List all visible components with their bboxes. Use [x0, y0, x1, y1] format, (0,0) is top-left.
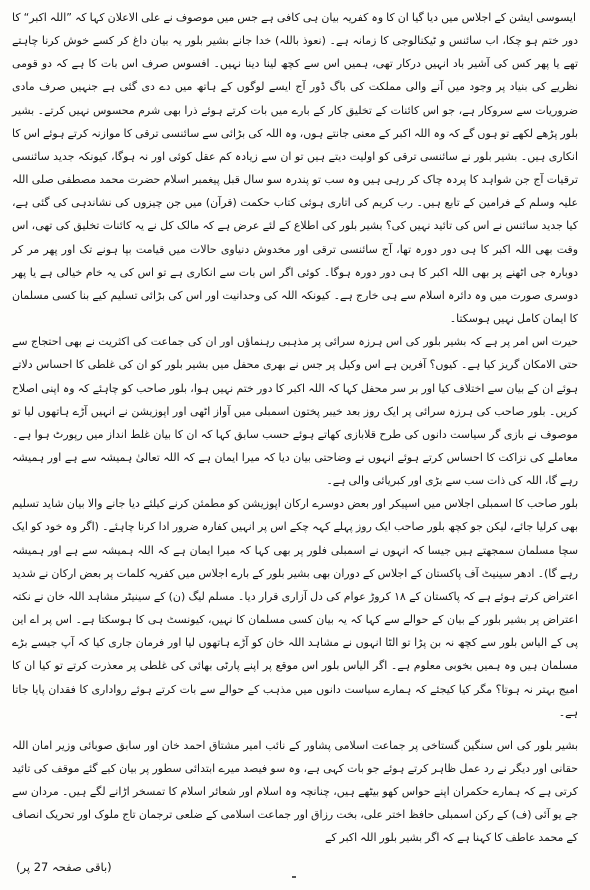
article-paragraph-1: ایسوسی ایشن کے اجلاس میں دیا گیا ان کا وہ کفریہ بیان ہی کافی ہے جس میں موصوف نے علی الاعلان کہا کہ ”اللہ اکبر“ کا دور ختم ہو چکا، اب سائنس و ٹیکنالوجی کا زمانہ ہے۔ (نعوذ باللہ) خدا جانے بشیر بلور یہ بیان داغ کر کسے خوش کرنا چاہتے تھے یا پھر کس کی آشیر باد انہیں درکار تھی، ہمیں اس سے کچھ لینا دینا نہیں۔ افسوس صرف اس بات کا ہے کہ دو قومی نظریے کی بنیاد پر وجود میں آنے والی مملکت کی باگ ڈور آج ایسے لوگوں کے ہاتھ میں دے دی گئی ہے جنہیں صرف مادی ضروریات سے سروکار ہے، جو اس کائنات کے تخلیق کار کے بارے میں بات کرتے ہوئے ذرا بھی شرم محسوس نہیں کرتے۔ بشیر بلور پڑھے لکھے تو ہوں گے کہ وہ اللہ اکبر کے معنی جانتے ہوں، وہ اللہ کی بڑائی سے سائنسی ترقی کا موازنہ کرتے ہوئے اس کا انکاری ہیں۔ بشیر بلور نے سائنسی ترقی کو اولیت دیتے ہیں تو ان سے زیادہ کم عقل کوئی اور نہ ہوگا، کیونکہ جدید سائنسی ترقیات آج جن شواہد کا پردہ چاک کر رہی ہیں وہ سب تو پندرہ سو سال قبل پیغمبر اسلام حضرت محمد مصطفی صلی اللہ علیہ وسلم کے فرامین کے تابع ہیں۔ رب کریم کی اتاری ہوئی کتاب حکمت (قرآن) میں جن چیزوں کی نشاندہی کی گئی ہے، کیا جدید سائنس نے اس کی تائید نہیں کی؟ بشیر بلور کی اطلاع کے لئے عرض ہے کہ مالک کل نے یہ کائنات تخلیق کی تھی، اس وقت بھی اللہ اکبر کا ہی دور دورہ تھا، آج سائنسی ترقی اور مخدوش دنیاوی حالات میں قیامت بپا ہونے تک اور پھر مر کر دوبارہ جی اٹھنے پر بھی اللہ اکبر کا ہی دور دورہ ہوگا۔ کوئی اگر اس بات سے انکاری ہے تو اس کی یہ خام خیالی ہے یا پھر دوسری صورت میں وہ دائرہ اسلام سے ہی خارج ہے۔ کیونکہ اللہ کی وحدانیت اور اس کی بڑائی تسلیم کیے بنا کسی مسلمان کا ایمان کامل نہیں ہوسکتا۔ — [12, 11, 578, 326]
article-paragraph-4: بشیر بلور کی اس سنگین گستاخی پر جماعت اسلامی پشاور کے نائب امیر مشتاق احمد خان اور سابق صوبائی وزیر امان اللہ حقانی اور دیگر نے رد عمل ظاہر کرتے ہوئے جو بات کہی ہے، وہ سو فیصد میرے ابتدائی سطور پر بیان کیے گئے موقف کی تائید کرتی ہے کہ ہمارے حکمران اپنے حواس کھو بیٹھے ہیں، چنانچہ وہ اسلام اور شعائر اسلام کا تمسخر اڑانے لگے ہیں۔ مردان سے جے یو آئی (ف) کے رکن اسمبلی حافظ اختر علی، بخت رزاق اور جماعت اسلامی کے ضلعی ترجمان تاج ملوک اور تحریک انصاف کے محمد عاطف کا کہنا ہے کہ اگر بشیر بلور اللہ اکبر کے — [12, 738, 578, 845]
article-paragraph-2: حیرت اس امر پر ہے کہ بشیر بلور کی اس ہرزہ سرائی پر مذہبی رہنماؤں اور ان کی جماعت کی اکثریت نے بھی احتجاج سے حتی الامکان گریز کیا ہے۔ کیوں؟ آفرین ہے اس وکیل پر جس نے بھری محفل میں بشیر بلور کو ان کی غلطی کا احساس دلاتے ہوئے ان کے بیان سے اختلاف کیا اور بر سر محفل کہا کہ اللہ اکبر کا دور ختم نہیں ہوا، بلور صاحب کو چاہئے کہ وہ اپنی اصلاح کریں۔ بلور صاحب کی ہرزہ سرائی پر ایک روز بعد خیبر پختون اسمبلی میں آواز اٹھی اور اپوزیشن نے انہیں آڑے ہاتھوں لیا تو موصوف نے بازی گر سیاست دانوں کی طرح قلابازی کھاتے ہوئے حسب سابق کہا کہ ان کا بیان غلط انداز میں رپورٹ ہوا ہے۔ معاملے کی نزاکت کا احساس کرتے ہوئے انہوں نے وضاحتی بیان دیا کہ میرا ایمان ہے کہ اللہ تعالیٰ ہمیشہ سے ہے اور ہمیشہ رہے گا، اللہ کی ذات سب سے بڑی اور کبریائی والی ہے۔ — [12, 335, 578, 488]
article-body — [12, 6, 578, 850]
page-mark-dot — [292, 876, 296, 878]
article-paragraph-3: بلور صاحب کا اسمبلی اجلاس میں اسپیکر اور بعض دوسرے ارکان اپوزیشن کو مطمئن کرنے کیلئے دیا جانے والا بیان شاید تسلیم بھی کرلیا جائے، لیکن جو کچھ بلور صاحب ایک روز پہلے کہہ چکے اس پر انہیں کفارہ ضرور ادا کرنا چاہئے۔ (اگر وہ خود کو ایک سچا مسلمان سمجھتے ہیں جیسا کہ انہوں نے اسمبلی فلور پر بھی کہا کہ میرا ایمان ہے کہ اللہ ہمیشہ سے ہے اور ہمیشہ رہے گا)۔ ادھر سینیٹ آف پاکستان کے اجلاس کے دوران بھی بشیر بلور کے بارے اجلاس میں کفریہ کلمات پر بعض ارکان نے شدید اعتراض کرتے ہوئے ہے کہ پاکستان کے ۱۸ کروڑ عوام کی دل آزاری قرار دیا۔ مسلم لیگ (ن) کے سینیٹر مشاہد اللہ خان نے نکتہ اعتراض پر بشیر بلور کے بیان کے حوالے سے کہا کہ یہ بیان کسی مسلمان کا نہیں، کیونسٹ ہی کا ہوسکتا ہے۔ اس پر اے این پی کے الیاس بلور سے کچھ نہ بن پڑا تو الٹا انہوں نے مشاہد اللہ خان کو آڑے ہاتھوں لیا اور فرمان جاری کیا کہ آپ جیسے بڑے مسلمان ہیں وہ ہمیں بخوبی معلوم ہے۔ اگر الیاس بلور اس موقع پر اپنے پارٹی بھائی کی غلطی پر معذرت کرتے تو کیا ان کا امیج بہتر نہ ہوتا؟ مگر کیا کیجئے کہ ہمارے سیاست دانوں میں مذہب کے حوالے سے بات کرتے ہوئے رواداری کا فقدان پایا جاتا ہے۔ — [12, 497, 579, 719]
continued-on-page-note: (باقی صفحہ 27 پر) — [16, 860, 112, 874]
